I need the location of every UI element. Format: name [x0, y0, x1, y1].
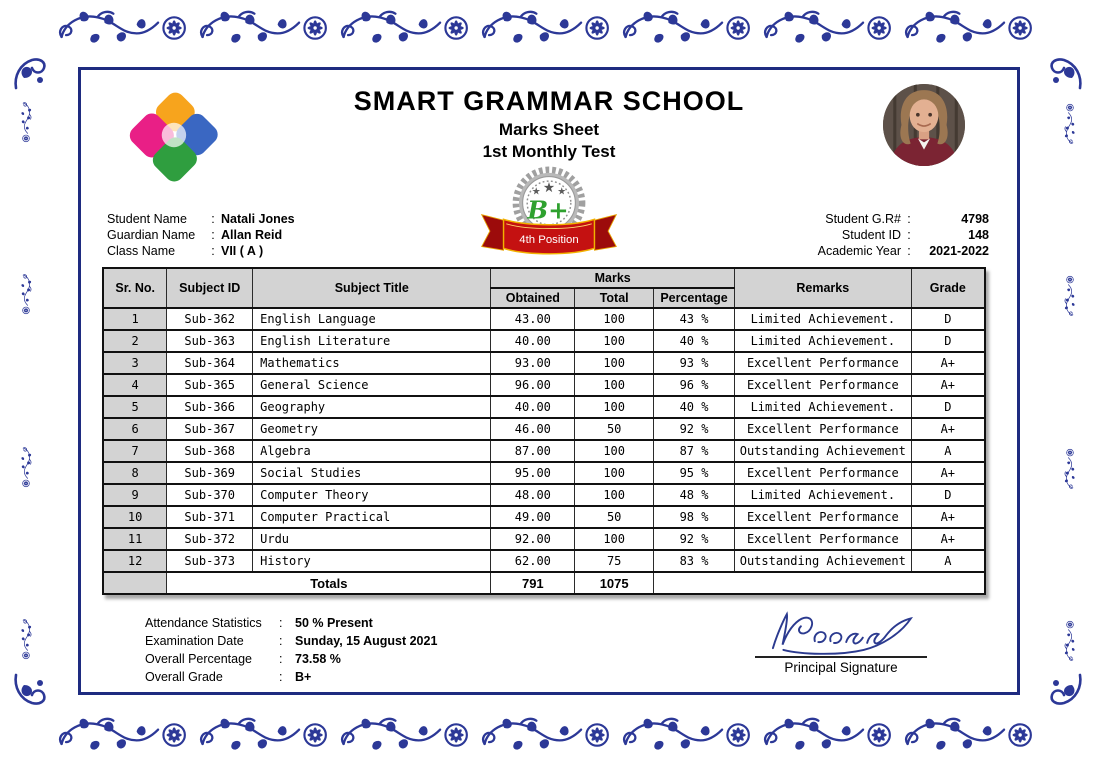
cell-obtained: 92.00	[491, 528, 575, 550]
ribbon-position-label: 4th Position	[519, 233, 579, 246]
exam-date-label: Examination Date	[145, 634, 244, 648]
cell-remarks: Outstanding Achievement	[735, 550, 912, 572]
cell-subject-id: Sub-363	[167, 330, 253, 352]
header-subject-title: Subject Title	[253, 268, 491, 308]
cell-grade: D	[911, 330, 985, 352]
table-row	[103, 418, 985, 440]
cell-subject-id: Sub-373	[167, 550, 253, 572]
cell-obtained: 62.00	[491, 550, 575, 572]
cell-obtained: 49.00	[491, 506, 575, 528]
marks-table	[102, 267, 986, 595]
cell-subject-id: Sub-365	[167, 374, 253, 396]
cell-sr-no: 11	[103, 528, 167, 550]
cell-subject-id: Sub-369	[167, 462, 253, 484]
ornament-scroll-icon	[1049, 401, 1091, 535]
test-name: 1st Monthly Test	[482, 142, 616, 161]
attendance-label: Attendance Statistics	[145, 616, 262, 630]
cell-remarks: Limited Achievement.	[735, 330, 912, 352]
table-row	[103, 550, 985, 572]
table-row	[103, 330, 985, 352]
totals-empty-cell	[654, 572, 985, 594]
cell-sr-no: 1	[103, 308, 167, 330]
cell-subject-id: Sub-370	[167, 484, 253, 506]
cell-total: 100	[575, 374, 654, 396]
cell-remarks: Excellent Performance	[735, 418, 912, 440]
cell-percentage: 83 %	[654, 550, 735, 572]
cell-percentage: 87 %	[654, 440, 735, 462]
cell-total: 50	[575, 418, 654, 440]
cell-sr-no: 3	[103, 352, 167, 374]
ornament-scroll-icon	[5, 401, 47, 535]
cell-obtained: 40.00	[491, 330, 575, 352]
gr-number-label: Student G.R#	[825, 212, 901, 226]
guardian-name-label: Guardian Name	[107, 228, 196, 242]
cell-remarks: Excellent Performance	[735, 374, 912, 396]
cell-total: 75	[575, 550, 654, 572]
cell-obtained: 48.00	[491, 484, 575, 506]
star-icon: ★	[557, 186, 567, 198]
ornament-scroll-icon	[58, 7, 192, 49]
cell-sr-no: 4	[103, 374, 167, 396]
cell-subject-title: Computer Theory	[253, 484, 491, 506]
class-name-value: VII ( A )	[221, 244, 264, 258]
academic-year-label: Academic Year	[817, 244, 901, 258]
cell-grade: D	[911, 484, 985, 506]
ornament-scroll-icon	[5, 228, 47, 362]
document-title: Marks Sheet	[498, 120, 600, 139]
cell-total: 100	[575, 528, 654, 550]
cell-obtained: 96.00	[491, 374, 575, 396]
seal-grade-text: B+	[527, 195, 569, 225]
cell-grade: A+	[911, 506, 985, 528]
cell-subject-title: Geography	[253, 396, 491, 418]
table-row	[103, 374, 985, 396]
student-info-left: Student Name : Natali Jones Guardian Name : Allan Reid Class Name : VII ( A )	[107, 212, 295, 258]
table-row	[103, 462, 985, 484]
cell-percentage: 92 %	[654, 418, 735, 440]
summary-block: Attendance Statistics : 50 % Present Examination Date : Sunday, 15 August 2021 Overall Percentage : 73.58 % Overall Grade : B+	[145, 616, 438, 684]
table-row	[103, 352, 985, 374]
cell-subject-id: Sub-367	[167, 418, 253, 440]
ornament-scroll-icon	[340, 7, 474, 49]
cell-total: 100	[575, 308, 654, 330]
cell-subject-title: Mathematics	[253, 352, 491, 374]
student-info-right: Student G.R# : 4798 Student ID : 148 Academic Year : 2021-2022	[801, 211, 989, 259]
cell-percentage: 92 %	[654, 528, 735, 550]
cell-subject-id: Sub-362	[167, 308, 253, 330]
school-name: SMART GRAMMAR SCHOOL	[353, 86, 745, 116]
student-avatar-icon	[883, 84, 965, 166]
cell-subject-title: Geometry	[253, 418, 491, 440]
cell-percentage: 96 %	[654, 374, 735, 396]
cell-sr-no: 2	[103, 330, 167, 352]
cell-total: 100	[575, 484, 654, 506]
grade-seal-badge	[469, 162, 629, 262]
table-row	[103, 528, 985, 550]
signature-line	[755, 656, 927, 658]
cell-obtained: 46.00	[491, 418, 575, 440]
student-name-value: Natali Jones	[221, 212, 295, 226]
totals-total: 1075	[575, 572, 654, 594]
student-name-label: Student Name	[107, 212, 187, 226]
table-row	[103, 506, 985, 528]
cell-grade: A	[911, 550, 985, 572]
student-id-value: 148	[968, 228, 989, 242]
cell-remarks: Excellent Performance	[735, 506, 912, 528]
cell-obtained: 87.00	[491, 440, 575, 462]
cell-grade: A+	[911, 374, 985, 396]
header-sr-no: Sr. No.	[103, 268, 167, 308]
student-photo	[883, 84, 965, 166]
ornament-border-left	[4, 56, 48, 707]
cell-subject-title: History	[253, 550, 491, 572]
ornament-scroll-icon	[481, 7, 615, 49]
cell-sr-no: 7	[103, 440, 167, 462]
ornament-scroll-icon	[622, 7, 756, 49]
cell-subject-title: Social Studies	[253, 462, 491, 484]
ornament-scroll-icon	[481, 714, 615, 756]
cell-subject-id: Sub-364	[167, 352, 253, 374]
ornament-border-right	[1048, 56, 1092, 707]
cell-remarks: Excellent Performance	[735, 528, 912, 550]
attendance-value: 50 % Present	[295, 616, 373, 630]
cell-total: 100	[575, 440, 654, 462]
ornament-scroll-icon	[58, 714, 192, 756]
cell-subject-title: General Science	[253, 374, 491, 396]
ornament-scroll-icon	[1049, 228, 1091, 362]
totals-row	[103, 572, 985, 594]
table-row	[103, 484, 985, 506]
cell-remarks: Limited Achievement.	[735, 484, 912, 506]
cell-grade: D	[911, 308, 985, 330]
academic-year-value: 2021-2022	[929, 244, 989, 258]
cell-subject-title: English Literature	[253, 330, 491, 352]
principal-signature-scribble	[751, 608, 931, 656]
exam-date-value: Sunday, 15 August 2021	[295, 634, 438, 648]
ornament-scroll-icon	[622, 714, 756, 756]
header-marks-group: Marks	[491, 268, 735, 288]
cell-percentage: 43 %	[654, 308, 735, 330]
overall-grade-label: Overall Grade	[145, 670, 223, 684]
cell-percentage: 48 %	[654, 484, 735, 506]
cell-total: 100	[575, 330, 654, 352]
cell-grade: A+	[911, 352, 985, 374]
star-icon: ★	[542, 180, 556, 196]
cell-grade: A+	[911, 528, 985, 550]
cell-percentage: 40 %	[654, 396, 735, 418]
ornament-scroll-icon	[340, 714, 474, 756]
header-remarks: Remarks	[735, 268, 912, 308]
cell-total: 100	[575, 352, 654, 374]
cell-sr-no: 10	[103, 506, 167, 528]
cell-obtained: 93.00	[491, 352, 575, 374]
signature-block	[751, 608, 931, 675]
student-id-label: Student ID	[841, 228, 901, 242]
cell-sr-no: 9	[103, 484, 167, 506]
ornament-scroll-icon	[199, 714, 333, 756]
ornament-corner-icon	[1046, 52, 1086, 92]
header-grade: Grade	[911, 268, 985, 308]
cell-percentage: 98 %	[654, 506, 735, 528]
cell-grade: A+	[911, 418, 985, 440]
ornament-border-top	[58, 6, 1038, 50]
guardian-name-value: Allan Reid	[221, 228, 283, 242]
cell-grade: A	[911, 440, 985, 462]
cell-subject-id: Sub-372	[167, 528, 253, 550]
overall-percentage-value: 73.58 %	[295, 652, 341, 666]
cell-percentage: 40 %	[654, 330, 735, 352]
cell-subject-id: Sub-371	[167, 506, 253, 528]
header-obtained: Obtained	[491, 288, 575, 308]
ornament-corner-icon	[10, 52, 50, 92]
totals-sr-cell	[103, 572, 167, 594]
header-subject-id: Subject ID	[167, 268, 253, 308]
cell-sr-no: 6	[103, 418, 167, 440]
ornament-scroll-icon	[763, 7, 897, 49]
ornament-border-bottom	[58, 713, 1038, 757]
ornament-corner-icon	[1046, 671, 1086, 711]
cell-grade: A+	[911, 462, 985, 484]
table-row	[103, 396, 985, 418]
class-name-label: Class Name	[107, 244, 176, 258]
cell-remarks: Limited Achievement.	[735, 396, 912, 418]
cell-obtained: 95.00	[491, 462, 575, 484]
cell-obtained: 40.00	[491, 396, 575, 418]
overall-percentage-label: Overall Percentage	[145, 652, 253, 666]
cell-subject-id: Sub-368	[167, 440, 253, 462]
cell-remarks: Limited Achievement.	[735, 308, 912, 330]
cell-grade: D	[911, 396, 985, 418]
cell-total: 100	[575, 396, 654, 418]
cell-subject-title: Computer Practical	[253, 506, 491, 528]
totals-obtained: 791	[491, 572, 575, 594]
ornament-corner-icon	[10, 671, 50, 711]
cell-subject-title: Algebra	[253, 440, 491, 462]
ornament-scroll-icon	[904, 7, 1038, 49]
table-row	[103, 308, 985, 330]
cell-subject-title: Urdu	[253, 528, 491, 550]
overall-grade-value: B+	[295, 670, 312, 684]
header-percentage: Percentage	[654, 288, 735, 308]
cell-sr-no: 5	[103, 396, 167, 418]
cell-sr-no: 12	[103, 550, 167, 572]
star-icon: ★	[531, 186, 541, 198]
cell-subject-id: Sub-366	[167, 396, 253, 418]
cell-remarks: Excellent Performance	[735, 462, 912, 484]
gr-number-value: 4798	[961, 212, 989, 226]
cell-sr-no: 8	[103, 462, 167, 484]
table-row	[103, 440, 985, 462]
cell-obtained: 43.00	[491, 308, 575, 330]
cell-percentage: 93 %	[654, 352, 735, 374]
content-frame	[78, 67, 1020, 695]
ornament-scroll-icon	[763, 714, 897, 756]
cell-total: 50	[575, 506, 654, 528]
cell-subject-title: English Language	[253, 308, 491, 330]
header-total: Total	[575, 288, 654, 308]
cell-remarks: Outstanding Achievement	[735, 440, 912, 462]
cell-total: 100	[575, 462, 654, 484]
signature-caption: Principal Signature	[784, 660, 898, 675]
cell-remarks: Excellent Performance	[735, 352, 912, 374]
totals-label: Totals	[167, 572, 491, 594]
cell-percentage: 95 %	[654, 462, 735, 484]
ornament-scroll-icon	[904, 714, 1038, 756]
ornament-scroll-icon	[199, 7, 333, 49]
